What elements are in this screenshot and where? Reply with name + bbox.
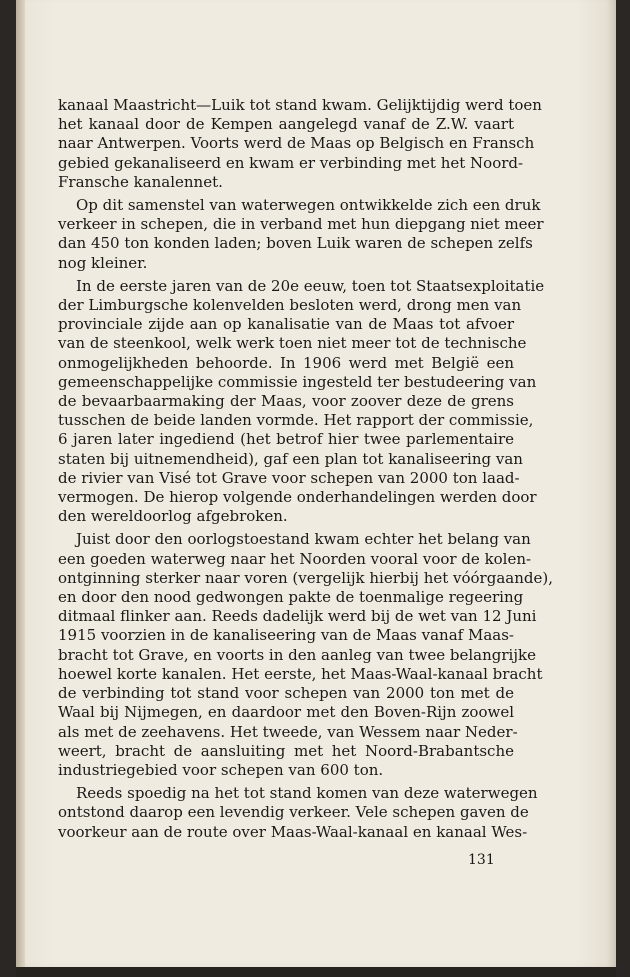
text-line: weert, bracht de aansluiting met het Noord-Brabantsche xyxy=(58,741,514,760)
paragraph-1 xyxy=(58,96,542,192)
book-page xyxy=(16,0,616,977)
text-line: der Limburgsche kolenvelden besloten werd, drong men van xyxy=(58,296,522,315)
text-line: als met de zeehavens. Het tweede, van Wessem naar Neder- xyxy=(58,722,518,741)
text-line: gebied gekanaliseerd en kwam er verbinding met het Noord- xyxy=(58,153,524,172)
text-line: een goeden waterweg naar het Noorden vooral voor de kolen- xyxy=(58,549,532,568)
text-line: onmogelijkheden behoorde. In 1906 werd met België een xyxy=(58,353,514,372)
text-line: bracht tot Grave, en voorts in den aanleg van twee belangrijke xyxy=(58,645,536,664)
text-line: van de steenkool, welk werk toen niet meer tot de technische xyxy=(58,334,527,353)
text-line: staten bij uitnemendheid), gaf een plan tot kanaliseering van xyxy=(58,449,523,468)
paragraph-3 xyxy=(58,276,545,527)
text-line: hoewel korte kanalen. Het eerste, het Maas-Waal-kanaal bracht xyxy=(58,664,543,683)
text-line: vermogen. De hierop volgende onderhandelingen werden door xyxy=(58,488,537,507)
text-line: 6 jaren later ingediend (het betrof hier twee parlementaire xyxy=(58,430,514,449)
text-line: de rivier van Visé tot Grave voor schepen van 2000 ton laad- xyxy=(58,468,520,487)
text-line: de bevaarbaarmaking der Maas, voor zoover deze de grens xyxy=(58,392,514,411)
text-line: tusschen de beide landen vormde. Het rapport der commissie, xyxy=(58,411,534,430)
scan-bottom-edge xyxy=(16,967,616,977)
text-line: Reeds spoedig na het tot stand komen van deze waterwegen xyxy=(76,784,538,803)
body-text xyxy=(58,96,553,846)
text-line: het kanaal door de Kempen aangelegd vanaf de Z.W. vaart xyxy=(58,115,514,134)
paragraph-4 xyxy=(58,530,553,780)
text-line: industriegebied voor schepen van 600 ton. xyxy=(58,760,384,779)
text-line: ontginning sterker naar voren (vergelijk hierbij het vóórgaande), xyxy=(58,568,553,587)
text-line: Op dit samenstel van waterwegen ontwikkelde zich een druk xyxy=(76,196,541,215)
text-line: en door den nood gedwongen pakte de toenmalige regeering xyxy=(58,588,524,607)
text-line: de verbinding tot stand voor schepen van 2000 ton met de xyxy=(58,684,514,703)
text-line: naar Antwerpen. Voorts werd de Maas op Belgisch en Fransch xyxy=(58,134,535,153)
text-line: In de eerste jaren van de 20e eeuw, toen tot Staatsexploitatie xyxy=(76,276,545,295)
binding-edge xyxy=(16,0,25,977)
text-line: verkeer in schepen, die in verband met hun diepgang niet meer xyxy=(58,215,544,234)
text-line: ditmaal flinker aan. Reeds dadelijk werd bij de wet van 12 Juni xyxy=(58,607,537,626)
text-line: 1915 voorzien in de kanaliseering van de Maas vanaf Maas- xyxy=(58,626,514,645)
text-line: gemeenschappelijke commissie ingesteld ter bestudeering van xyxy=(58,372,537,391)
text-line: voorkeur aan de route over Maas-Waal-kanaal en kanaal Wes- xyxy=(58,822,528,841)
text-line: den wereldoorlog afgebroken. xyxy=(58,507,288,526)
paragraph-5 xyxy=(58,784,538,842)
text-line: Waal bij Nijmegen, en daardoor met den Boven-Rijn zoowel xyxy=(58,703,514,722)
text-line: Fransche kanalennet. xyxy=(58,172,223,191)
page-number: 131 xyxy=(468,852,495,868)
text-line: provinciale zijde aan op kanalisatie van de Maas tot afvoer xyxy=(58,315,514,334)
text-line: kanaal Maastricht—Luik tot stand kwam. Gelijktijdig werd toen xyxy=(58,96,542,114)
text-line: nog kleiner. xyxy=(58,253,148,272)
text-line: dan 450 ton konden laden; boven Luik waren de schepen zelfs xyxy=(58,234,533,253)
paragraph-2 xyxy=(58,196,544,273)
text-line: Juist door den oorlogstoestand kwam echter het belang van xyxy=(76,530,531,549)
text-line: ontstond daarop een levendig verkeer. Vele schepen gaven de xyxy=(58,803,529,822)
